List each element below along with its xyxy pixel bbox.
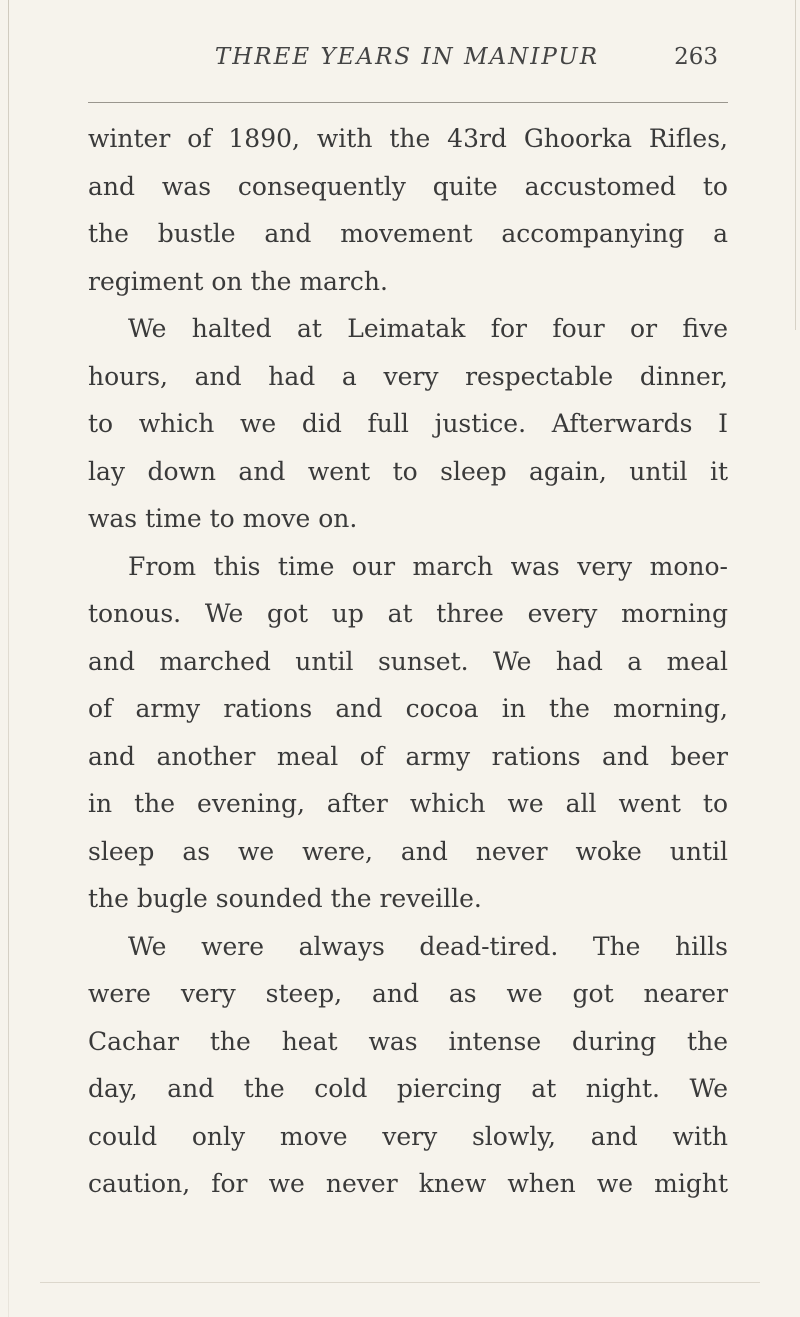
text-line: lay down and went to sleep again, until it bbox=[88, 456, 728, 486]
text-line: were very steep, and as we got nearer bbox=[88, 979, 728, 1008]
text-line: caution, for we never knew when we might bbox=[88, 1169, 728, 1198]
page-bottom-edge bbox=[40, 1282, 760, 1283]
text-line: winter of 1890, with the 43rd Ghoorka Rifles, bbox=[88, 124, 728, 153]
text-line: the bustle and movement accompanying a bbox=[88, 219, 728, 248]
page-number: 263 bbox=[674, 44, 718, 70]
text-line: day, and the cold piercing at night. We bbox=[88, 1074, 728, 1103]
running-head bbox=[86, 44, 728, 94]
text-line: sleep as we were, and never woke until bbox=[88, 836, 728, 866]
text-line: to which we did full justice. Afterwards I bbox=[88, 409, 728, 438]
scan-edge-right bbox=[795, 0, 796, 330]
body-text bbox=[88, 115, 728, 1208]
header-rule bbox=[88, 102, 728, 103]
text-line: the bugle sounded the reveille. bbox=[88, 884, 482, 913]
text-line: Cachar the heat was intense during the bbox=[88, 1026, 728, 1056]
text-line: We were always dead-tired. The hills bbox=[128, 931, 728, 961]
text-line: was time to move on. bbox=[88, 504, 358, 533]
text-line: and was consequently quite accustomed to bbox=[88, 171, 728, 201]
text-line: From this time our march was very mono- bbox=[128, 551, 728, 581]
text-line: in the evening, after which we all went to bbox=[88, 789, 728, 818]
text-line: We halted at Leimatak for four or five bbox=[128, 314, 728, 343]
text-line: and another meal of army rations and beer bbox=[88, 741, 728, 771]
text-line: regiment on the march. bbox=[88, 266, 388, 296]
text-line: tonous. We got up at three every morning bbox=[88, 599, 728, 628]
text-line: and marched until sunset. We had a meal bbox=[88, 646, 728, 676]
scan-edge-left bbox=[8, 0, 9, 1317]
text-line: hours, and had a very respectable dinner, bbox=[88, 361, 728, 391]
text-line: could only move very slowly, and with bbox=[88, 1121, 728, 1151]
running-title: THREE YEARS IN MANIPUR bbox=[214, 44, 600, 70]
text-line: of army rations and cocoa in the morning, bbox=[88, 694, 728, 723]
